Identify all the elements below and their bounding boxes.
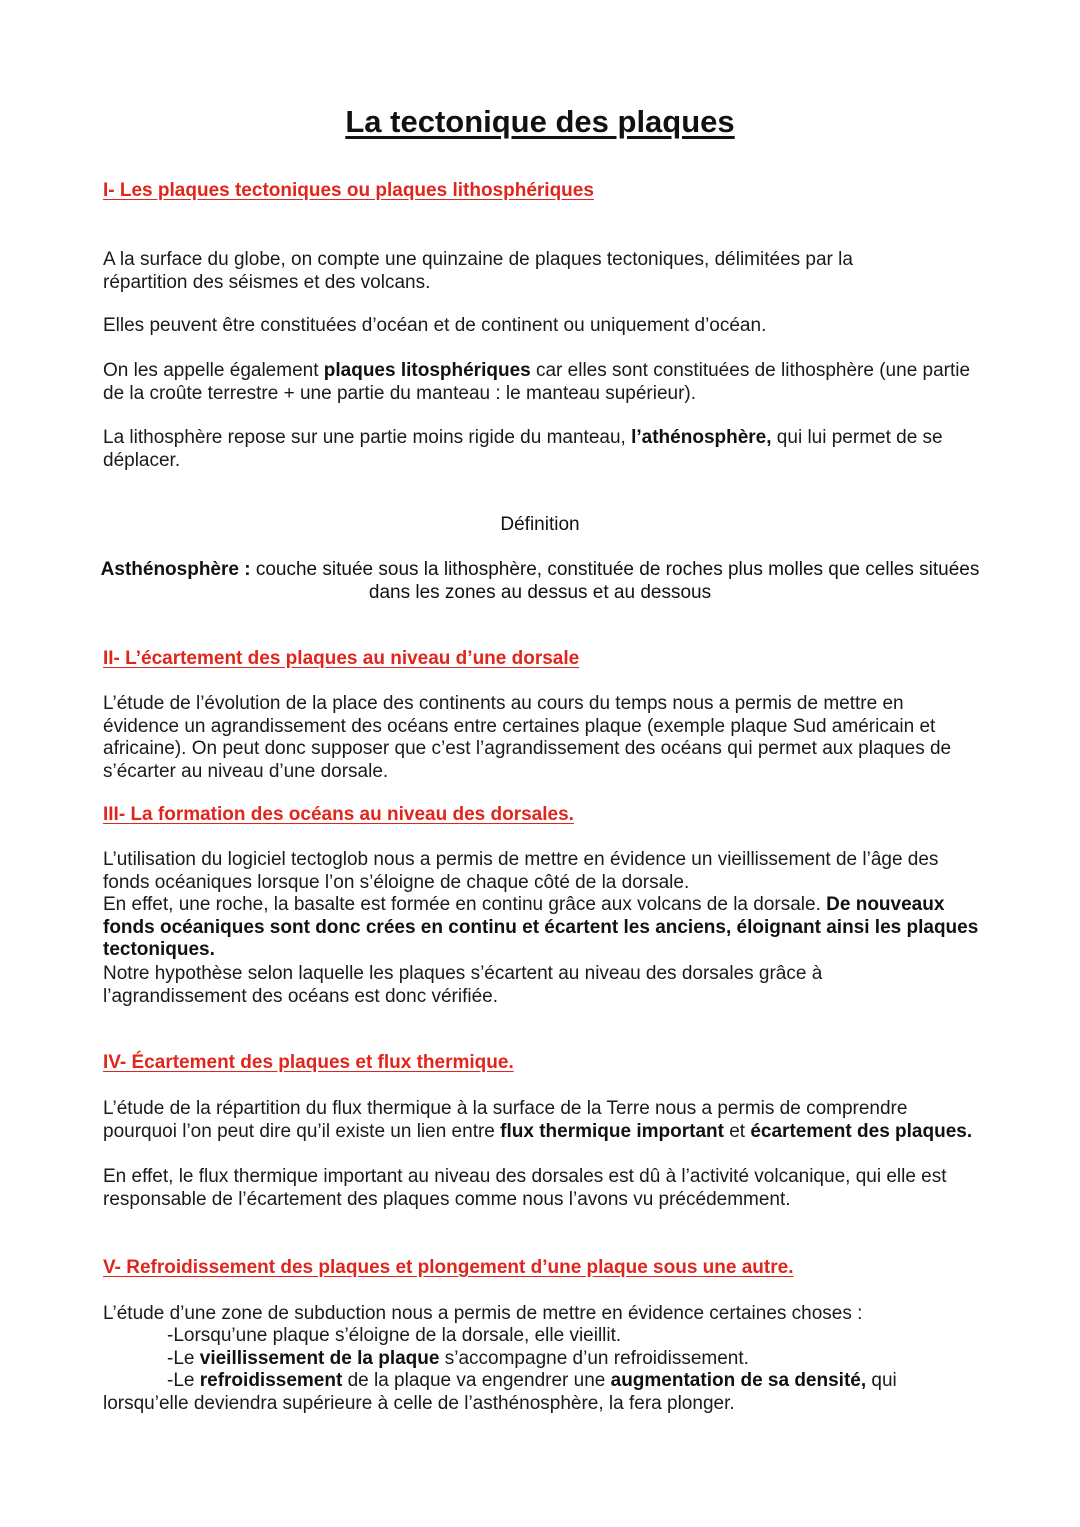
section-4-paragraph-1: L’étude de la répartition du flux thermique à la surface de la Terre nous a permis de comprendre pourquoi l’on peut dire qu’il existe un lien entre flux thermique important et écartement des plaques. bbox=[103, 1098, 973, 1142]
list-item-continuation: lorsqu’elle deviendra supérieure à celle de l’asthénosphère, la fera plonger. bbox=[103, 1392, 735, 1414]
definition-label: Définition bbox=[500, 514, 580, 535]
section-5-paragraph-1: L’étude d’une zone de subduction nous a permis de mettre en évidence certaines choses : bbox=[103, 1303, 863, 1324]
list-item: -Le vieillissement de la plaque s’accompagne d’un refroidissement. bbox=[167, 1347, 749, 1369]
section-3-paragraph-2: En effet, une roche, la basalte est formée en continu grâce aux volcans de la dorsale. De nouveaux fonds océaniques sont donc crées en continu et écartent les anciens, éloignant ainsi les plaques tectoniques. bbox=[103, 894, 979, 960]
section-2-heading: II- L’écartement des plaques au niveau d’une dorsale bbox=[103, 648, 580, 669]
section-1-paragraph-2: Elles peuvent être constituées d’océan et de continent ou uniquement d’océan. bbox=[103, 315, 767, 336]
section-4-paragraph-2: En effet, le flux thermique important au niveau des dorsales est dû à l’activité volcanique, qui elle est responsable de l’écartement des plaques comme nous l’avons vu précédemment. bbox=[103, 1166, 947, 1210]
section-3-paragraph-3: Notre hypothèse selon laquelle les plaques s’écartent au niveau des dorsales grâce à l’agrandissement des océans est donc vérifiée. bbox=[103, 963, 823, 1007]
section-3-heading: III- La formation des océans au niveau des dorsales. bbox=[103, 804, 574, 825]
section-5-heading: V- Refroidissement des plaques et plongement d’une plaque sous une autre. bbox=[103, 1257, 794, 1278]
section-1-heading: I- Les plaques tectoniques ou plaques lithosphériques bbox=[103, 180, 594, 201]
section-1-paragraph-4: La lithosphère repose sur une partie moins rigide du manteau, l’athénosphère, qui lui permet de se déplacer. bbox=[103, 427, 943, 471]
section-2-paragraph-1: L’étude de l’évolution de la place des continents au cours du temps nous a permis de mettre en évidence un agrandissement des océans entre certaines plaque (exemple plaque Sud américain et africaine). On peut donc supposer que c’est l’agrandissement des océans qui permet aux plaques de s’écarter au niveau d’une dorsale. bbox=[103, 693, 952, 782]
section-1-paragraph-3: On les appelle également plaques litosphériques car elles sont constituées de lithosphère (une partie de la croûte terrestre + une partie du manteau : le manteau supérieur). bbox=[103, 360, 971, 404]
list-item: -Lorsqu’une plaque s’éloigne de la dorsale, elle vieillit. bbox=[167, 1325, 622, 1346]
section-5-list bbox=[103, 1325, 983, 1415]
definition-text: Asthénosphère : couche située sous la lithosphère, constituée de roches plus molles que celles situées dans les zones au dessus et au dessous bbox=[100, 559, 980, 603]
section-1-paragraph-1: A la surface du globe, on compte une quinzaine de plaques tectoniques, délimitées par la répartition des séismes et des volcans. bbox=[103, 249, 853, 293]
section-3-paragraph-1: L’utilisation du logiciel tectoglob nous a permis de mettre en évidence un vieillissement de l’âge des fonds océaniques lorsque l’on s’éloigne de chaque côté de la dorsale. bbox=[103, 849, 939, 893]
page-title: La tectonique des plaques bbox=[345, 104, 735, 139]
section-4-heading: IV- Écartement des plaques et flux thermique. bbox=[103, 1052, 514, 1073]
list-item: -Le refroidissement de la plaque va engendrer une augmentation de sa densité, qui bbox=[167, 1370, 897, 1391]
